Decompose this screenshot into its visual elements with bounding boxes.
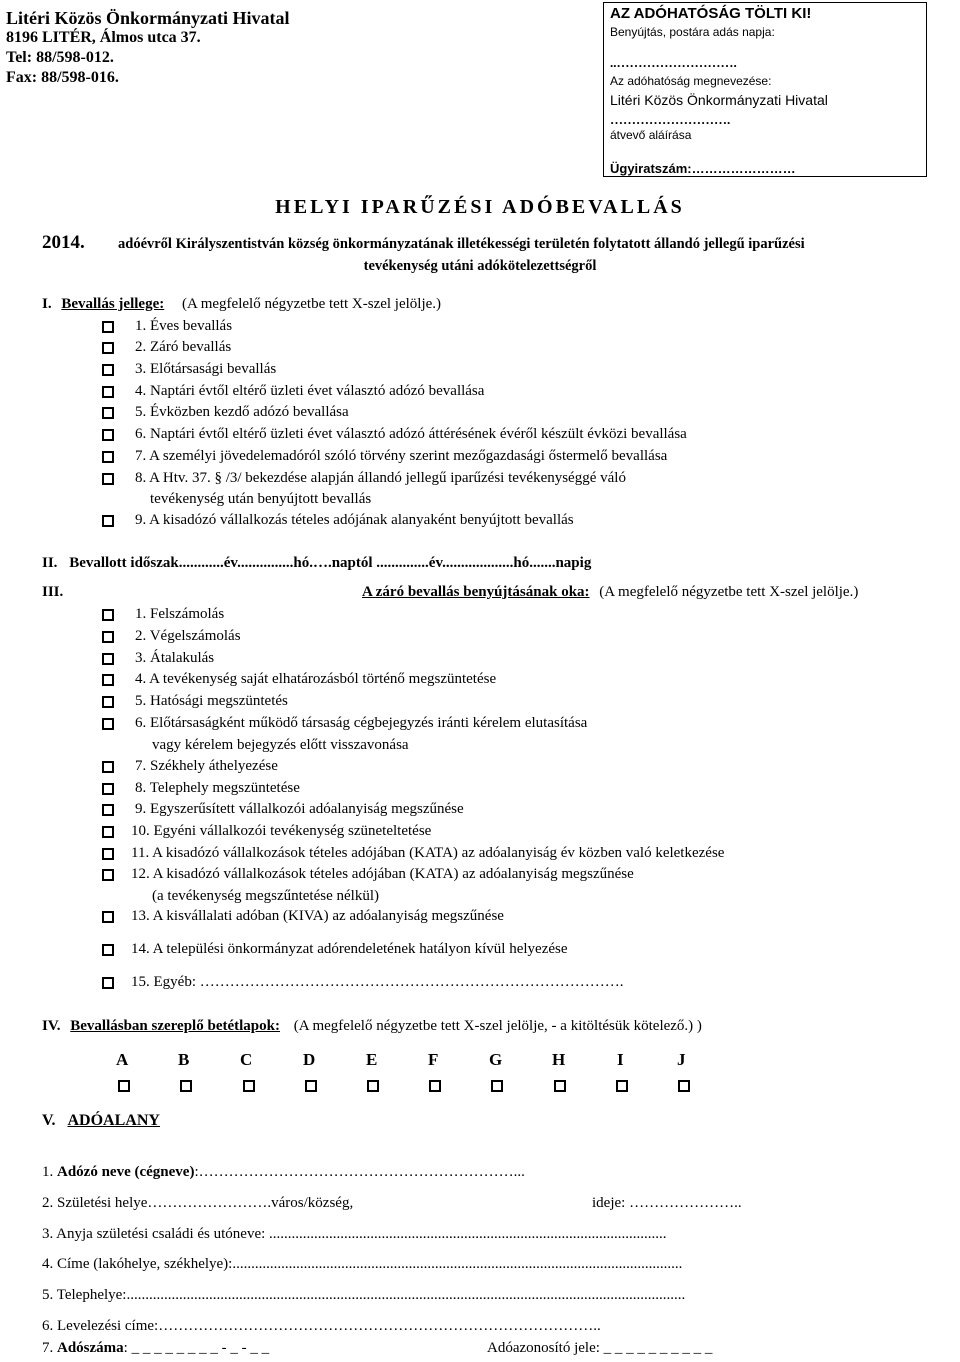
- birth-date-field[interactable]: ideje: …………………..: [592, 1195, 742, 1211]
- attachment-letter-a: A: [116, 1050, 129, 1069]
- section2: [42, 555, 591, 572]
- checkbox-htv37[interactable]: [102, 473, 114, 485]
- section1-hint: (A megfelelő négyzetbe tett X-szel jelölje.): [181, 296, 442, 312]
- option-annual: 1. Éves bevallás: [135, 318, 233, 334]
- checkbox-voluntary-end[interactable]: [102, 674, 114, 686]
- section5-title: ADÓALANY: [67, 1112, 160, 1129]
- option-kiva-end: 13. A kisvállalati adóban (KIVA) az adóalanyiság megszűnése: [131, 908, 504, 924]
- attachment-letter-c: C: [240, 1050, 253, 1069]
- checkbox-site-closure[interactable]: [102, 783, 114, 795]
- tax-number-field[interactable]: : _ _ _ _ _ _ _ _ - _ - _ _: [123, 1340, 270, 1356]
- checkbox-attachment-j[interactable]: [678, 1080, 690, 1092]
- attachment-letter-g: G: [489, 1050, 503, 1069]
- attachment-letter-d: D: [303, 1050, 316, 1069]
- checkbox-hq-relocation[interactable]: [102, 761, 114, 773]
- option-suspension: 10. Egyéni vállalkozói tevékenység szüneteltetése: [131, 823, 432, 839]
- option-kata: 9. A kisadózó vállalkozás tételes adójának alanyaként benyújtott bevallás: [135, 512, 574, 528]
- section5-num: V.: [42, 1112, 56, 1129]
- option-hq-relocation: 7. Székhely áthelyezése: [135, 758, 278, 774]
- taxpayer-name-row: [42, 1164, 525, 1181]
- file-number-field[interactable]: Ügyiratszám:……………………: [610, 161, 796, 176]
- taxpayer-name-label: Adózó neve (cégneve): [57, 1164, 195, 1180]
- office-address: 8196 LITÉR, Álmos utca 37.: [6, 29, 201, 46]
- form-title: HELYI IPARŰZÉSI ADÓBEVALLÁS: [275, 196, 685, 218]
- checkbox-farmer[interactable]: [102, 451, 114, 463]
- checkbox-pre-company[interactable]: [102, 364, 114, 376]
- option-farmer: 7. A személyi jövedelemadóról szóló törvény szerint mezőgazdasági őstermelő bevallása: [135, 448, 668, 464]
- reporting-period-field[interactable]: Bevallott időszak............év...............hó.….naptól ..............év...................hó.......napig: [69, 555, 592, 571]
- checkbox-eva-end[interactable]: [102, 804, 114, 816]
- attachment-letter-f: F: [428, 1050, 439, 1069]
- section5-header: [42, 1112, 160, 1130]
- birth-place-field[interactable]: 2. Születési helye…………………….város/község,: [42, 1195, 354, 1211]
- section3-hint: (A megfelelő négyzetbe tett X-szel jelölje.): [599, 584, 859, 600]
- option-registration-rejected-cont: vagy kérelem bejegyzés előtt visszavonása: [152, 737, 409, 753]
- checkbox-attachment-d[interactable]: [305, 1080, 317, 1092]
- checkbox-dissolution[interactable]: [102, 631, 114, 643]
- option-dissolution: 2. Végelszámolás: [135, 628, 241, 644]
- signature-field[interactable]: ……………………….: [610, 112, 731, 127]
- option-kata-start: 11. A kisadózó vállalkozások tételes adójában (KATA) az adóalanyiság év közben való keletkezése: [131, 845, 725, 861]
- checkbox-attachment-i[interactable]: [616, 1080, 628, 1092]
- option-pre-company: 3. Előtársasági bevallás: [135, 361, 277, 377]
- authority-name-label: Az adóhatóság megnevezése:: [610, 74, 772, 88]
- attachment-letter-i: I: [617, 1050, 624, 1069]
- checkbox-fiscal-transition[interactable]: [102, 429, 114, 441]
- option-htv37: 8. A Htv. 37. § /3/ bekezdése alapján állandó jellegű iparűzési tevékenységgé váló: [135, 470, 626, 486]
- checkbox-other[interactable]: [102, 977, 114, 989]
- section4-hint: (A megfelelő négyzetbe tett X-szel jelölje, - a kitöltésük kötelező.) ): [293, 1018, 702, 1034]
- option-kata-end-cont: (a tevékenység megszűntetése nélkül): [152, 888, 379, 904]
- section1-header: [42, 296, 441, 313]
- checkbox-registration-rejected[interactable]: [102, 718, 114, 730]
- tax-id-field[interactable]: Adóazonosító jele: _ _ _ _ _ _ _ _ _ _: [487, 1340, 713, 1356]
- checkbox-suspension[interactable]: [102, 826, 114, 838]
- office-phone: Tel: 88/598-012.: [6, 49, 114, 66]
- option-registration-rejected: 6. Előtársaságként működő társaság cégbejegyzés iránti kérelem elutasítása: [135, 715, 588, 731]
- option-site-closure: 8. Telephely megszüntetése: [135, 780, 300, 796]
- authority-box: [603, 2, 927, 177]
- checkbox-attachment-c[interactable]: [243, 1080, 255, 1092]
- premises-field[interactable]: 5. Telephelye:.....................................................................................................................................................: [42, 1287, 686, 1303]
- option-other[interactable]: 15. Egyéb: ………………………………………………………………………….: [131, 974, 624, 990]
- option-transformation: 3. Átalakulás: [135, 650, 215, 666]
- subtitle-line2: tevékenység utáni adókötelezettségről: [363, 258, 597, 274]
- tax-year: 2014.: [42, 232, 85, 253]
- option-htv37-cont: tevékenység után benyújtott bevallás: [150, 491, 372, 507]
- option-eva-end: 9. Egyszerűsített vállalkozói adóalanyiság megszűnése: [135, 801, 464, 817]
- checkbox-attachment-h[interactable]: [554, 1080, 566, 1092]
- subtitle-line1: adóévről Királyszentistván község önkormányzatának illetékességi területén folytatott állandó jellegű iparűzési: [118, 236, 805, 252]
- checkbox-attachment-g[interactable]: [491, 1080, 503, 1092]
- section2-num: II.: [42, 555, 58, 571]
- section4-title: Bevallásban szereplő betétlapok:: [70, 1018, 280, 1034]
- authority-heading: AZ ADÓHATÓSÁG TÖLTI KI!: [610, 5, 812, 22]
- checkbox-attachment-e[interactable]: [367, 1080, 379, 1092]
- address-field[interactable]: 4. Címe (lakóhelye, székhelye):........................................................................................................................: [42, 1256, 683, 1272]
- option-regulation-repealed: 14. A települési önkormányzat adórendeletének hatályon kívül helyezése: [131, 941, 568, 957]
- attachment-letter-b: B: [178, 1050, 190, 1069]
- section3-num: III.: [42, 584, 64, 600]
- mother-name-field[interactable]: 3. Anyja születési családi és utóneve: ..........................................................................................................: [42, 1226, 667, 1242]
- authority-name: Litéri Közös Önkormányzati Hivatal: [610, 92, 828, 108]
- checkbox-fiscal-year[interactable]: [102, 386, 114, 398]
- tax-number-label: Adószáma: [57, 1340, 124, 1356]
- submission-date-label: Benyújtás, postára adás napja:: [610, 25, 775, 39]
- attachment-letter-j: J: [677, 1050, 686, 1069]
- signature-label: átvevő aláírása: [610, 128, 692, 142]
- option-midyear-start: 5. Évközben kezdő adózó bevallása: [135, 404, 349, 420]
- mailing-address-field[interactable]: 6. Levelezési címe:……………………………………………………………………………..: [42, 1318, 601, 1334]
- checkbox-kiva-end[interactable]: [102, 911, 114, 923]
- office-name: Litéri Közös Önkormányzati Hivatal: [6, 8, 290, 28]
- office-header: [6, 8, 289, 88]
- checkbox-kata-start[interactable]: [102, 848, 114, 860]
- checkbox-kata[interactable]: [102, 515, 114, 527]
- checkbox-attachment-b[interactable]: [180, 1080, 192, 1092]
- checkbox-annual[interactable]: [102, 321, 114, 333]
- checkbox-official-end[interactable]: [102, 696, 114, 708]
- section1-num: I.: [42, 296, 52, 312]
- taxpayer-name-num: 1.: [42, 1164, 57, 1180]
- section3-header: [362, 584, 858, 601]
- checkbox-attachment-f[interactable]: [429, 1080, 441, 1092]
- tax-number-num: 7.: [42, 1340, 57, 1356]
- tax-number-row: [42, 1340, 269, 1357]
- option-final: 2. Záró bevallás: [135, 339, 232, 355]
- option-liquidation: 1. Felszámolás: [135, 606, 225, 622]
- checkbox-kata-end[interactable]: [102, 869, 114, 881]
- checkbox-final[interactable]: [102, 342, 114, 354]
- section3-title: A záró bevallás benyújtásának oka:: [362, 584, 590, 600]
- attachment-letter-h: H: [552, 1050, 566, 1069]
- attachment-letter-e: E: [366, 1050, 378, 1069]
- option-fiscal-transition: 6. Naptári évtől eltérő üzleti évet választó adózó áttérésének évéről készült évközi bevallása: [135, 426, 687, 442]
- taxpayer-name-field[interactable]: :………………………………………………………...: [194, 1164, 525, 1180]
- checkbox-attachment-a[interactable]: [118, 1080, 130, 1092]
- office-fax: Fax: 88/598-016.: [6, 69, 119, 86]
- section1-title: Bevallás jellege:: [61, 296, 165, 312]
- checkbox-midyear-start[interactable]: [102, 407, 114, 419]
- section4-num: IV.: [42, 1018, 61, 1034]
- checkbox-liquidation[interactable]: [102, 609, 114, 621]
- section4-header: [42, 1018, 702, 1035]
- option-voluntary-end: 4. A tevékenység saját elhatározásból történő megszüntetése: [135, 671, 497, 687]
- option-official-end: 5. Hatósági megszüntetés: [135, 693, 288, 709]
- submission-date-field[interactable]: ..……………………….: [610, 55, 737, 70]
- checkbox-transformation[interactable]: [102, 653, 114, 665]
- option-fiscal-year: 4. Naptári évtől eltérő üzleti évet választó adózó bevallása: [135, 383, 485, 399]
- option-kata-end: 12. A kisadózó vállalkozások tételes adójában (KATA) az adóalanyiság megszűnése: [131, 866, 634, 882]
- checkbox-regulation-repealed[interactable]: [102, 944, 114, 956]
